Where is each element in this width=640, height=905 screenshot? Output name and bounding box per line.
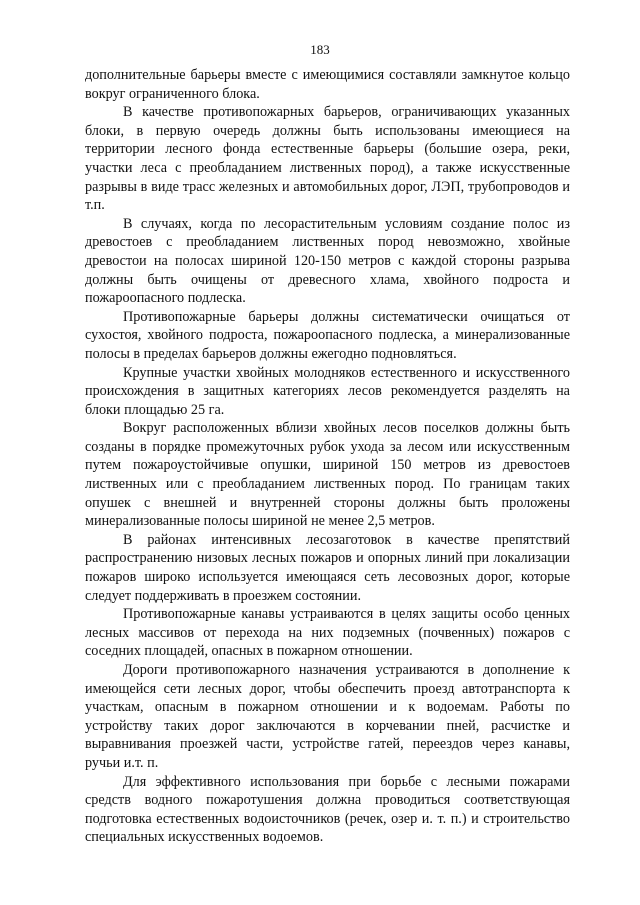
paragraph: Вокруг расположенных вблизи хвойных лесов поселков должны быть созданы в порядке промежуточных рубок ухода за лесом или искусственным путем пожароустойчивые опушки, шириной 150 метров из древостоев лиственных или с преобладанием лиственных пород. По границам таких опушек с внешней и внутренней стороны должны быть проложены минерализованные полосы шириной не менее 2,5 метров.: [85, 420, 570, 530]
paragraph-continued: дополнительные барьеры вместе с имеющимися составляли замкнутое кольцо вокруг ограниченного блока.: [85, 67, 570, 102]
paragraph: Дороги противопожарного назначения устраиваются в дополнение к имеющейся сети лесных дорог, чтобы обеспечить проезд автотранспорта к участкам, опасным в пожарном отношении и к водоемам. Работы по устройству таких дорог заключаются в корчевании пней, расчистке и выравнивания проезжей части, устройстве гатей, переездов через канавы, ручьи и.т. п.: [85, 662, 570, 771]
page-body: [85, 66, 570, 847]
paragraph: Для эффективного использования при борьбе с лесными пожарами средств водного пожаротушения должна проводиться соответствующая подготовка естественных водоисточников (речек, озер и. т. п.) и строительство специальных искусственных водоемов.: [85, 773, 570, 846]
page-number: 183: [310, 42, 330, 57]
paragraph: Противопожарные барьеры должны систематически очищаться от сухостоя, хвойного подроста, пожароопасного подлеска, а минерализованные полосы в пределах барьеров должны ежегодно подновляться.: [85, 308, 570, 362]
paragraph: В случаях, когда по лесорастительным условиям создание полос из древостоев с преобладанием лиственных пород невозможно, хвойные древостои на полосах шириной 120-150 метров с каждой стороны разрыва должны быть очищены от древесного хлама, хвойного подроста и пожароопасного подлеска.: [85, 215, 570, 307]
paragraph: Противопожарные канавы устраиваются в целях защиты особо ценных лесных массивов от перехода на них подземных (почвенных) пожаров с соседних площадей, опасных в пожарном отношении.: [85, 606, 570, 660]
paragraph: Крупные участки хвойных молодняков естественного и искусственного происхождения в защитных категориях лесов рекомендуется разделять на блоки площадью 25 га.: [85, 364, 570, 418]
paragraph: В качестве противопожарных барьеров, ограничивающих указанных блоки, в первую очередь должны быть использованы имеющиеся на территории лесного фонда естественные барьеры (большие озера, реки, участки леса с преобладанием лиственных пород), а также искусственные разрывы в виде трасс железных и автомобильных дорог, ЛЭП, трубопроводов и т.п.: [85, 104, 570, 214]
paragraph: В районах интенсивных лесозаготовок в качестве препятствий распространению низовых лесных пожаров и опорных линий при локализации пожаров широко используется имеющаяся сеть лесовозных дорог, которые следует поддерживать в проезжем состоянии.: [85, 531, 570, 604]
